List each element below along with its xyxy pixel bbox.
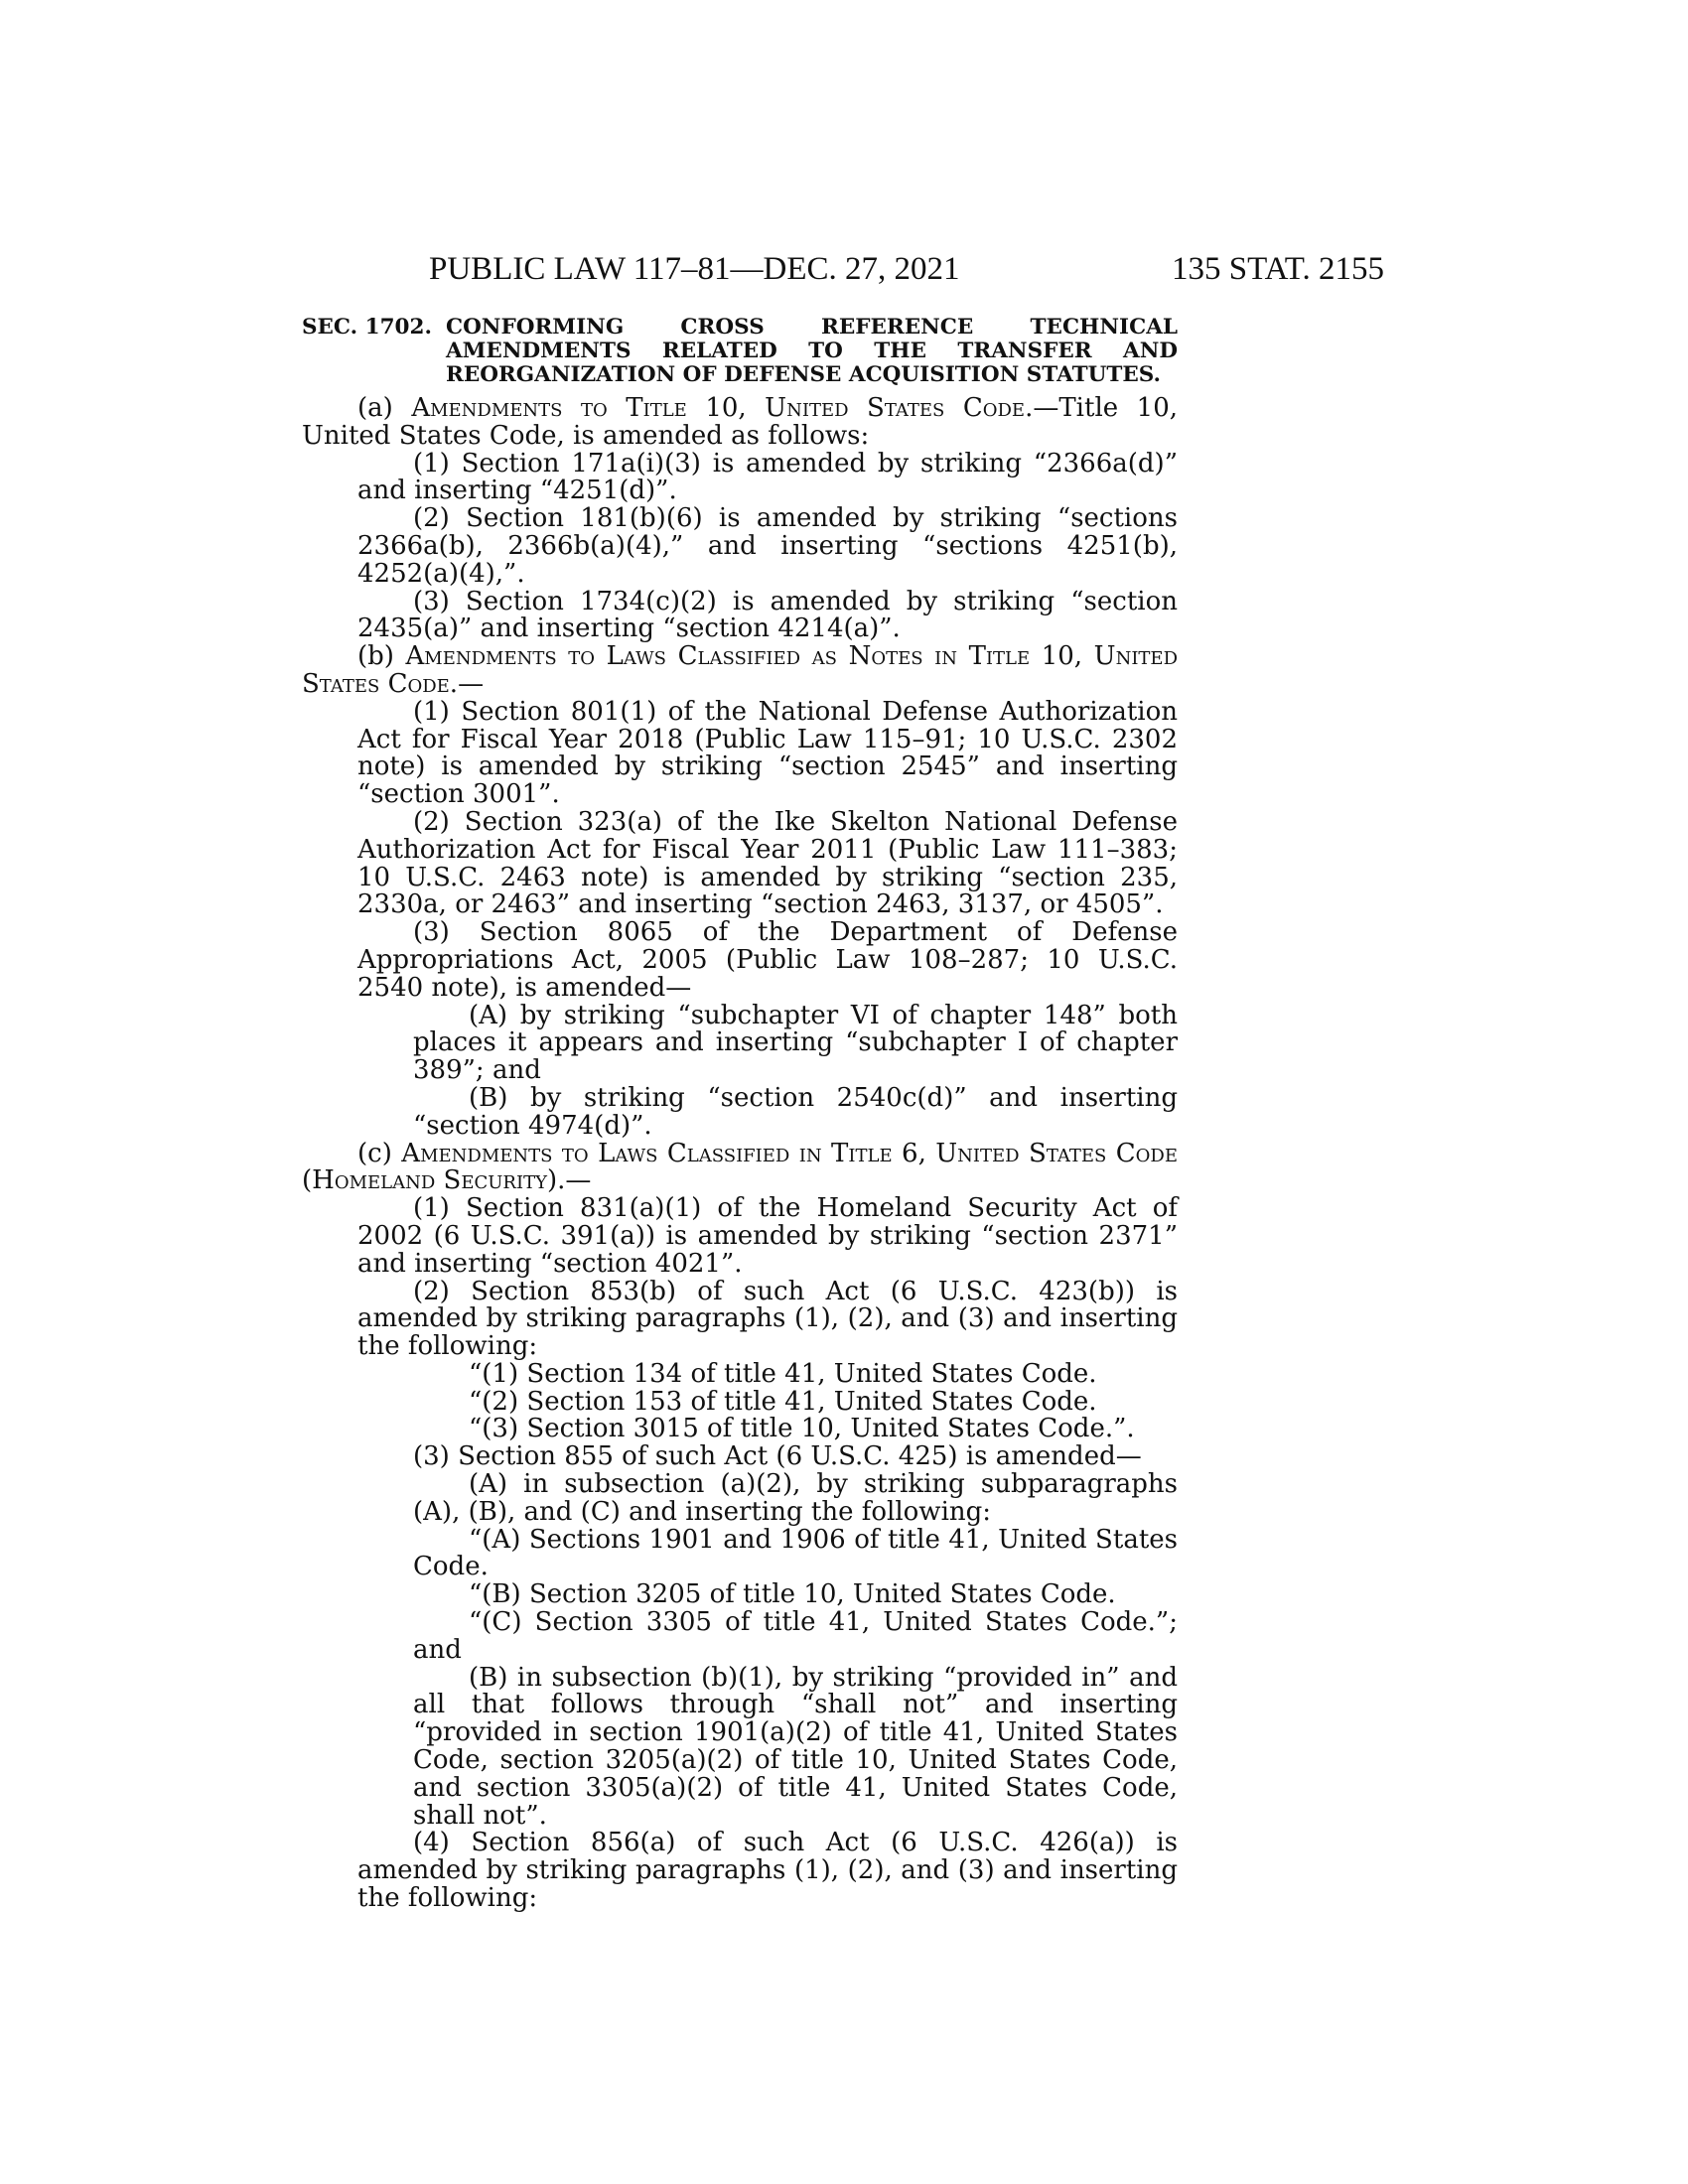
subsection-b-heading: Amendments to Laws Classified as Notes in Title 10, United States Code. [302,641,1179,699]
public-law-citation: PUBLIC LAW 117–81—DEC. 27, 2021 [429,251,960,287]
subsection-a-paragraph-2: (2) Section 181(b)(6) is amended by striking “sections 2366a(b), 2366b(a)(4),” and inserting “sections 4251(b), 4252(a)(4),”. [357,503,1178,589]
subsection-c-heading: Amendments to Laws Classified in Title 6, United States Code (Homeland Security). [302,1138,1179,1196]
subsection-c-paragraph-2: (2) Section 853(b) of such Act (6 U.S.C. 423(b)) is amended by striking paragraphs (1), (2), and (3) and inserting the following: [357,1276,1178,1362]
subsection-b-designation: (b) [357,641,394,672]
statute-page-number: 135 STAT. 2155 [1171,251,1384,287]
subsection-b-paragraph-1: (1) Section 801(1) of the National Defense Authorization Act for Fiscal Year 2018 (Public Law 115–91; 10 U.S.C. 2302 note) is amended by striking “section 2545” and inserting “section 3001”. [357,696,1178,810]
section-heading [302,316,1178,387]
subsection-c [302,1138,1179,1196]
subsection-a-paragraph-1: (1) Section 171a(i)(3) is amended by striking “2366a(d)” and inserting “4251(d)”. [357,448,1178,506]
subsection-a-designation: (a) [357,393,393,423]
subsection-c-paragraph-1: (1) Section 831(a)(1) of the Homeland Security Act of 2002 (6 U.S.C. 391(a)) is amended by striking “section 2371” and inserting “section 4021”. [357,1193,1178,1279]
subsection-c-subparagraph-3b: (B) in subsection (b)(1), by striking “provided in” and all that follows through “shall not” and inserting “provided in section 1901(a)(2) of title 41, United States Code, section 3205(a)(2) of title 10, United States Code, and section 3305(a)(2) of title 41, United States Code, shall not”. [413,1662,1178,1831]
section-title: CONFORMING CROSS REFERENCE TECHNICAL AMENDMENTS RELATED TO THE TRANSFER AND REORGANIZATION OF DEFENSE ACQUISITION STATUTES. [445,315,1178,387]
quoted-paragraph-1: “(1) Section 134 of title 41, United States Code. [469,1358,1097,1389]
subsection-b-subparagraph-3b: (B) by striking “section 2540c(d)” and inserting “section 4974(d)”. [413,1082,1178,1141]
quoted-subparagraph-b: “(B) Section 3205 of title 10, United States Code. [469,1579,1116,1610]
subsection-c-designation: (c) [357,1138,392,1168]
subsection-c-subparagraph-3a: (A) in subsection (a)(2), by striking subparagraphs (A), (B), and (C) and inserting the following: [413,1469,1178,1527]
subsection-a [302,395,1178,451]
subsection-c-text: — [565,1165,592,1196]
subsection-b-paragraph-2: (2) Section 323(a) of the Ike Skelton National Defense Authorization Act for Fiscal Year 2011 (Public Law 111–383; 10 U.S.C. 2463 note) is amended by striking “section 235, 2330a, or 2463” and inserting “section 2463, 3137, or 4505”. [357,806,1178,920]
subsection-b [302,643,1178,699]
document-body [302,316,1178,1913]
subsection-a-paragraph-3: (3) Section 1734(c)(2) is amended by striking “section 2435(a)” and inserting “section 4214(a)”. [357,586,1178,644]
subsection-b-paragraph-3: (3) Section 8065 of the Department of Defense Appropriations Act, 2005 (Public Law 108–287; 10 U.S.C. 2540 note), is amended— [357,917,1178,1003]
subsection-a-heading: Amendments to Title 10, United States Code. [411,393,1034,423]
quoted-paragraph-2: “(2) Section 153 of title 41, United States Code. [469,1386,1097,1417]
quoted-subparagraph-c: “(C) Section 3305 of title 41, United States Code.”; and [413,1607,1178,1665]
subsection-b-text: — [458,668,485,699]
page-header [429,244,1384,294]
subsection-c-paragraph-4: (4) Section 856(a) of such Act (6 U.S.C. 426(a)) is amended by striking paragraphs (1), (2), and (3) and inserting the following: [357,1828,1178,1914]
subsection-a-text: —Title 10, United States Code, is amended as follows: [302,393,1179,451]
section-number: SEC. 1702. [302,315,432,340]
quoted-paragraph-3: “(3) Section 3015 of title 10, United States Code.”. [469,1414,1135,1444]
subsection-b-subparagraph-3a: (A) by striking “subchapter VI of chapter 148” both places it appears and inserting “subchapter I of chapter 389”; and [413,1000,1178,1086]
quoted-subparagraph-a: “(A) Sections 1901 and 1906 of title 41, United States Code. [413,1524,1178,1582]
subsection-c-paragraph-3: (3) Section 855 of such Act (6 U.S.C. 425) is amended— [413,1441,1142,1472]
